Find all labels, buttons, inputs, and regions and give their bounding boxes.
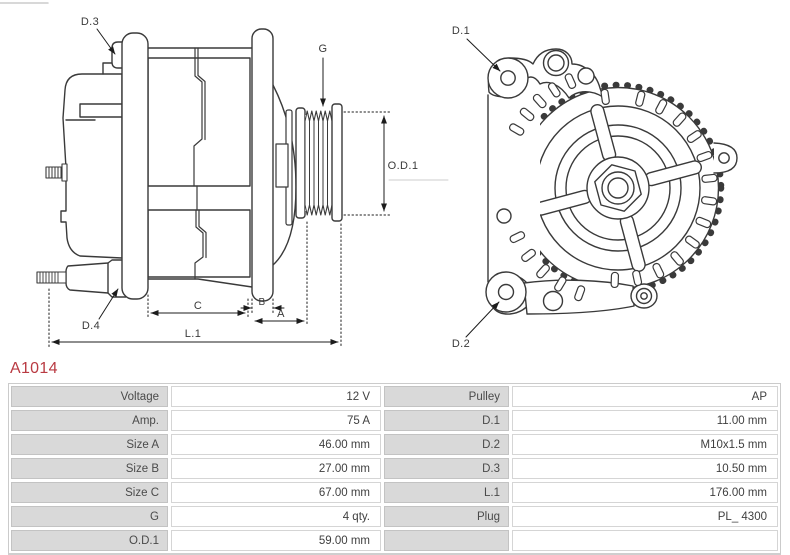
dim-label-c: C <box>193 300 203 312</box>
spec-label-l1: L.1 <box>384 482 509 503</box>
part-number: A1014 <box>10 360 58 377</box>
spec-value-g: 4 qty. <box>171 506 381 527</box>
spec-label-amp: Amp. <box>11 410 168 431</box>
spec-value-empty <box>512 530 778 551</box>
dim-label-d4: D.4 <box>81 320 101 332</box>
spec-label-od1: O.D.1 <box>11 530 168 551</box>
dim-label-d2: D.2 <box>451 338 471 350</box>
plate-hole <box>497 209 511 223</box>
rear-bracket-arm <box>122 33 148 299</box>
spec-value-od1: 59.00 mm <box>171 530 381 551</box>
dim-label-g: G <box>318 43 328 55</box>
side-tab <box>714 143 737 173</box>
spec-label-g: G <box>11 506 168 527</box>
spec-value-l1: 176.00 mm <box>512 482 778 503</box>
spec-value-size-a: 46.00 mm <box>171 434 381 455</box>
rear-ear <box>112 42 122 68</box>
rear-housing <box>61 74 122 258</box>
shaft <box>276 144 288 187</box>
spec-value-size-b: 27.00 mm <box>171 458 381 479</box>
spec-label-pulley: Pulley <box>384 386 509 407</box>
dim-label-d3: D.3 <box>80 16 100 28</box>
spec-label-plug: Plug <box>384 506 509 527</box>
spec-value-voltage: 12 V <box>171 386 381 407</box>
spec-value-pulley: AP <box>512 386 778 407</box>
spec-value-d1: 11.00 mm <box>512 410 778 431</box>
spec-value-d2: M10x1.5 mm <box>512 434 778 455</box>
pulley <box>296 104 342 221</box>
side-view <box>37 29 342 301</box>
dim-label-od1: O.D.1 <box>387 160 419 172</box>
spec-label-voltage: Voltage <box>11 386 168 407</box>
spec-label-empty <box>384 530 509 551</box>
spec-label-size-b: Size B <box>11 458 168 479</box>
spec-value-plug: PL_ 4300 <box>512 506 778 527</box>
stator-body <box>148 48 252 287</box>
spec-label-d3: D.3 <box>384 458 509 479</box>
spec-table <box>8 383 781 555</box>
mounting-bolt-lower <box>37 260 126 297</box>
dim-label-b: B <box>258 297 266 308</box>
spec-value-size-c: 67.00 mm <box>171 482 381 503</box>
spec-label-d2: D.2 <box>384 434 509 455</box>
front-view <box>486 49 737 314</box>
spec-label-d1: D.1 <box>384 410 509 431</box>
dim-label-l1: L.1 <box>184 328 202 340</box>
mounting-lug-top <box>488 49 603 98</box>
dim-label-a: A <box>277 308 285 320</box>
spec-value-d3: 10.50 mm <box>512 458 778 479</box>
dim-label-d1: D.1 <box>451 25 471 37</box>
spec-label-size-c: Size C <box>11 482 168 503</box>
spec-value-amp: 75 A <box>171 410 381 431</box>
terminal-stud-upper <box>46 164 67 181</box>
front-bracket-arm <box>252 29 273 301</box>
spec-label-size-a: Size A <box>11 434 168 455</box>
